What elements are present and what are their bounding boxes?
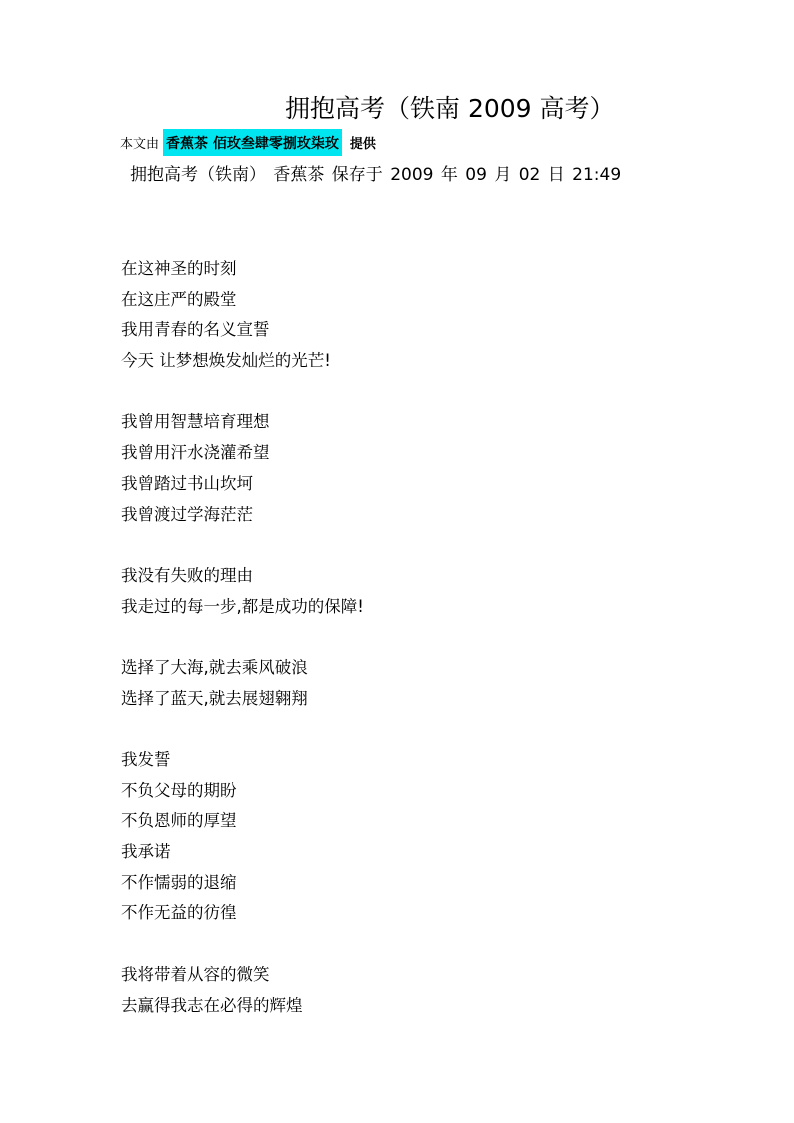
poem-body [121, 254, 721, 1021]
poem-line: 我曾用智慧培育理想 [121, 412, 270, 432]
poem-line: 我将带着从容的微笑 [121, 964, 270, 984]
poem-line: 在这庄严的殿堂 [121, 289, 237, 309]
poem-line: 我曾用汗水浇灌希望 [121, 443, 270, 463]
source-prefix: 本文由 [120, 136, 160, 152]
stanza-gap [121, 530, 721, 561]
save-info-line: 拥抱高考（铁南） 香蕉茶 保存于 2009 年 09 月 02 日 21:49 [130, 165, 622, 185]
poem-stanza [121, 960, 721, 1021]
stanza-gap [121, 714, 721, 745]
poem-stanza [121, 653, 721, 714]
poem-line: 不作懦弱的退缩 [121, 872, 237, 892]
document-title: 拥抱高考（铁南 2009 高考） [285, 94, 615, 123]
poem-line: 不负恩师的厚望 [121, 811, 237, 831]
poem-line: 不作无益的彷徨 [121, 903, 237, 923]
poem-line: 我曾渡过学海茫茫 [121, 504, 253, 524]
poem-line: 我发誓 [121, 750, 171, 769]
stanza-gap [121, 929, 721, 960]
stanza-gap [121, 622, 721, 653]
poem-stanza [121, 561, 721, 622]
source-suffix: 提供 [349, 136, 376, 152]
poem-line: 今天 让梦想焕发灿烂的光芒! [121, 351, 331, 371]
poem-stanza [121, 745, 721, 929]
poem-line: 在这神圣的时刻 [121, 259, 237, 278]
poem-stanza [121, 407, 721, 530]
stanza-gap [121, 377, 721, 408]
poem-line: 我承诺 [121, 842, 171, 862]
poem-line: 去赢得我志在必得的辉煌 [121, 995, 303, 1015]
poem-line: 我用青春的名义宣誓 [121, 320, 270, 340]
poem-stanza [121, 254, 721, 377]
poem-line: 我曾踏过书山坎坷 [121, 473, 253, 493]
poem-line: 选择了蓝天,就去展翅翱翔 [121, 688, 308, 708]
source-author-highlight: 香蕉茶 佰玫叁肆零捌玫柒玫 [163, 129, 342, 156]
source-line [120, 128, 376, 156]
poem-line: 不负父母的期盼 [121, 780, 237, 800]
poem-line: 我没有失败的理由 [121, 565, 253, 585]
poem-line: 我走过的每一步,都是成功的保障! [121, 596, 364, 616]
poem-line: 选择了大海,就去乘风破浪 [121, 657, 308, 677]
